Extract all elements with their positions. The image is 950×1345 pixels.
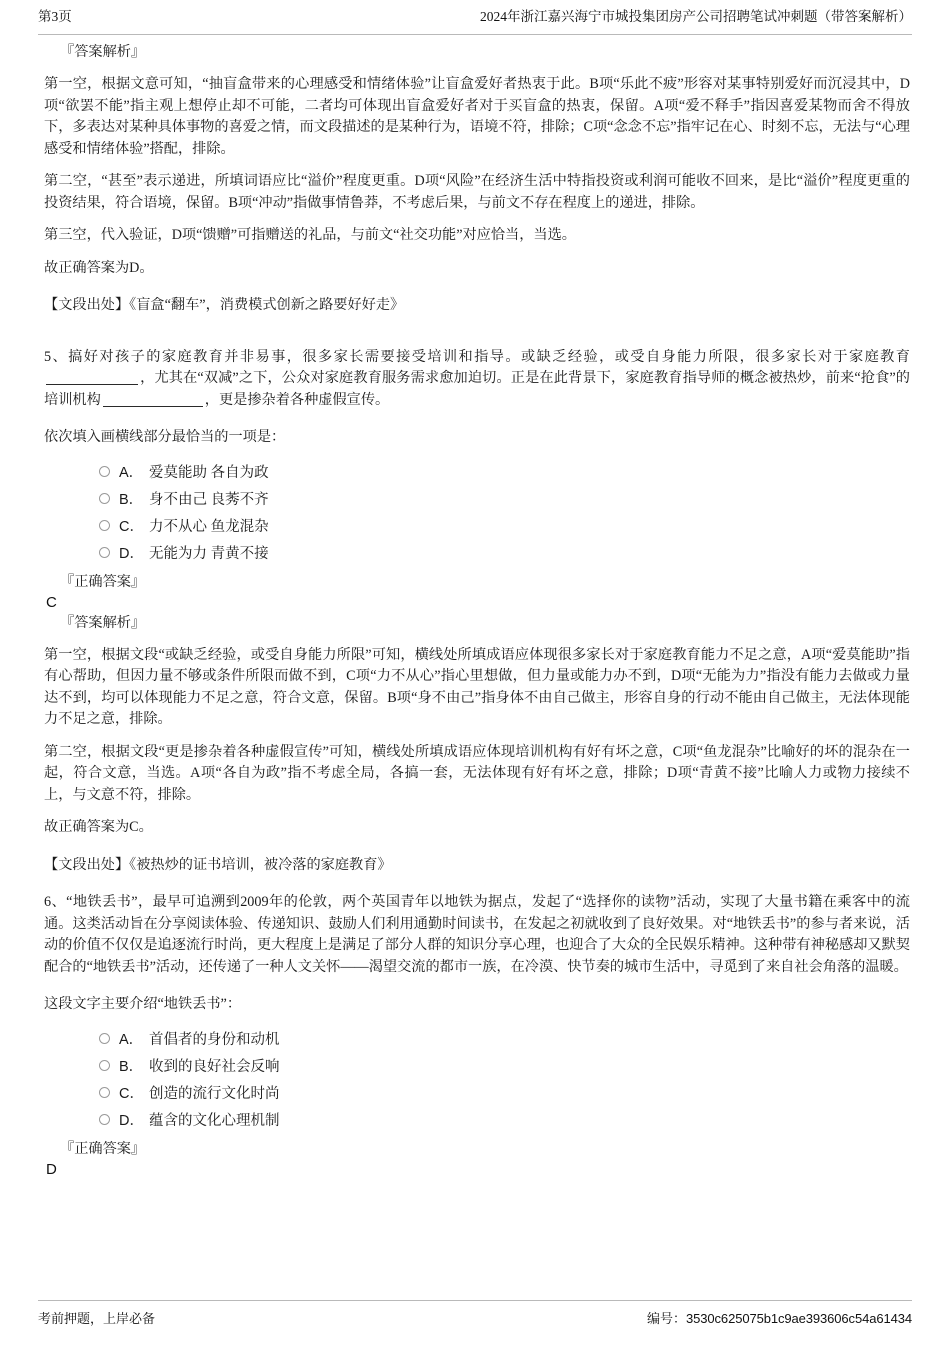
q6-option-a[interactable] xyxy=(44,1025,910,1052)
q6-option-b-text: 收到的良好社会反响 xyxy=(149,1058,280,1075)
q6-option-c-letter: C． xyxy=(119,1085,144,1102)
radio-button-icon[interactable] xyxy=(99,1087,110,1098)
radio-button-icon[interactable] xyxy=(99,520,110,531)
q5-option-b[interactable] xyxy=(44,485,910,512)
q6-option-a-text: 首倡者的身份和动机 xyxy=(149,1031,280,1048)
radio-button-icon[interactable] xyxy=(99,1060,110,1071)
source-label-q5: 【文段出处】 xyxy=(44,856,130,873)
q6-option-a-letter: A． xyxy=(119,1031,144,1048)
q5-analysis-paragraph-1: 第一空，根据文段“或缺乏经验，或受自身能力所限”可知，横线处所填成语应体现很多家长对于家庭教育能力不足之意，A项“爱莫能助”指有心帮助，但因力量不够或条件所限而做不到，C项“力不从心”指心里想做，但力量或能力办不到，D项“无能为力”指没有能力去做或力量达不到，均可以体现能力不足之意，符合文意，保留。B项“身不由己”指身体不由自己做主，形容自身的行动不能由自己做主，无法体现能力不足之意，排除。 xyxy=(44,646,910,727)
q5-option-d-text: 无能为力 青黄不接 xyxy=(149,545,269,562)
q6-option-c-text: 创造的流行文化时尚 xyxy=(149,1085,280,1102)
q5-analysis-paragraph-2: 第二空，根据文段“更是掺杂着各种虚假宣传”可知，横线处所填成语应体现培训机构有好有坏之意，C项“鱼龙混杂”比喻好的坏的混杂在一起，符合文意，当选。A项“各自为政”指不考虑全局，各搞一套，无法体现有好有坏之意，排除；D项“青黄不接”比喻人力或物力接续不上，与文意不符，排除。 xyxy=(44,743,910,803)
correct-answer-label-q6: 『正确答案』 xyxy=(60,1140,146,1157)
q5-correct-answer: C xyxy=(46,593,57,611)
q4-analysis-paragraph-2: 第二空，“甚至”表示递进，所填词语应比“溢价”程度更重。D项“风险”在经济生活中特指投资或利润可能收不回来，是比“溢价”程度更重的投资结果，符合语境，保留。B项“冲动”指做事情鲁莽，不考虑后果，与前文不存在程度上的递进，排除。 xyxy=(44,173,910,211)
q5-source-line xyxy=(44,855,910,877)
q6-correct-answer: D xyxy=(46,1160,57,1178)
q4-analysis-paragraph-1: 第一空，根据文意可知，“抽盲盒带来的心理感受和情绪体验”让盲盒爱好者热衷于此。B项“乐此不疲”形容对某事特别爱好而沉浸其中，D项“欲罢不能”指主观上想停止却不可能，二者均可体现出盲盒爱好者对于买盲盒的热衷，保留。A项“爱不释手”指因喜爱某物而舍不得放下，多表达对某种具体事物的喜爱之情，而文段描述的是某种行为，语境不符，排除；C项“念念不忘”指牢记在心、时刻不忘，无法与“心理感受和情绪体验”搭配，排除。 xyxy=(44,76,910,157)
q6-instruction: 这段文字主要介绍“地铁丢书”： xyxy=(44,996,242,1012)
radio-button-icon[interactable] xyxy=(99,547,110,558)
q5-option-c-text: 力不从心 鱼龙混杂 xyxy=(149,518,269,535)
analysis-label-q4: 『答案解析』 xyxy=(60,44,146,60)
question-5-stem xyxy=(44,347,910,412)
source-label-q4: 【文段出处】 xyxy=(44,297,130,313)
radio-button-icon[interactable] xyxy=(99,493,110,504)
radio-button-icon[interactable] xyxy=(99,1033,110,1044)
q6-option-d-text: 蕴含的文化心理机制 xyxy=(149,1112,280,1129)
q6-option-list xyxy=(44,1025,910,1133)
q5-option-d-letter: D． xyxy=(119,545,144,562)
q6-option-b[interactable] xyxy=(44,1052,910,1079)
serial-value: 3530c625075b1c9ae393606c54a61434 xyxy=(686,1311,912,1326)
footer-serial xyxy=(647,1310,912,1328)
q6-option-d-letter: D． xyxy=(119,1112,144,1129)
q5-source-text: 《被热炒的证书培训，被冷落的家庭教育》 xyxy=(129,856,392,873)
radio-button-icon[interactable] xyxy=(99,466,110,477)
q5-stem-part-3: ，更是掺杂着各种虚假宣传。 xyxy=(204,391,390,408)
q4-source-line xyxy=(44,295,910,317)
q5-option-b-text: 身不由己 良莠不齐 xyxy=(149,491,269,508)
q5-option-b-letter: B． xyxy=(119,491,144,508)
footer-slogan: 考前押题，上岸必备 xyxy=(38,1311,156,1326)
q6-option-d[interactable] xyxy=(44,1106,910,1133)
q6-option-b-letter: B． xyxy=(119,1058,144,1075)
q5-option-a[interactable] xyxy=(44,458,910,485)
correct-answer-label-q5: 『正确答案』 xyxy=(60,573,146,590)
q5-option-list xyxy=(44,458,910,566)
q5-option-d[interactable] xyxy=(44,539,910,566)
q5-stem-part-1: 5、搞好对孩子的家庭教育并非易事，很多家长需要接受培训和指导。或缺乏经验，或受自身能力所限，很多家长对于家庭教育 xyxy=(44,348,910,365)
radio-button-icon[interactable] xyxy=(99,1114,110,1125)
q4-analysis-paragraph-3: 第三空，代入验证，D项“馈赠”可指赠送的礼品，与前文“社交功能”对应恰当，当选。 xyxy=(44,227,576,243)
page-footer xyxy=(38,1300,912,1328)
q6-option-c[interactable] xyxy=(44,1079,910,1106)
q5-option-a-text: 爱莫能助 各自为政 xyxy=(149,464,269,481)
q5-blank-1 xyxy=(46,384,138,385)
page-content xyxy=(44,42,910,1180)
q5-option-a-letter: A． xyxy=(119,464,144,481)
q5-option-c-letter: C． xyxy=(119,518,144,535)
q5-conclusion: 故正确答案为C。 xyxy=(44,819,153,835)
question-6-stem: 6、“地铁丢书”，最早可追溯到2009年的伦敦，两个英国青年以地铁为据点，发起了“选择你的读物”活动，实现了大量书籍在乘客中的流通。这类活动旨在分享阅读体验、传递知识、鼓励人们利用通勤时间读书，在发起之初就收到了良好效果。对“地铁丢书”的参与者来说，活动的价值不仅仅是追逐流行时尚，更大程度上是满足了部分人群的知识分享心理，也迎合了大众的全民娱乐精神。这种带有神秘感却又默契配合的“地铁丢书”活动，还传递了一种人文关怀——渴望交流的都市一族，在冷漠、快节奏的城市生活中，寻觅到了来自社会角落的温暖。 xyxy=(44,894,910,975)
q4-source-text: 《盲盒“翻车”，消费模式创新之路要好好走》 xyxy=(129,297,405,313)
q5-stem-part-2: ，尤其在“双减”之下，公众对家庭教育服务需求愈加迫切。正是在此背景下，家庭教育指导师的概念被热炒，前来“抢食”的培训机构 xyxy=(44,370,910,408)
document-title: 2024年浙江嘉兴海宁市城投集团房产公司招聘笔试冲刺题（带答案解析） xyxy=(480,9,912,24)
q4-conclusion: 故正确答案为D。 xyxy=(44,259,154,276)
page-header xyxy=(38,8,912,35)
page-number-label: 第3页 xyxy=(38,9,72,24)
serial-label: 编号： xyxy=(647,1311,687,1326)
q5-instruction: 依次填入画横线部分最恰当的一项是： xyxy=(44,429,286,445)
q5-option-c[interactable] xyxy=(44,512,910,539)
analysis-label-q5: 『答案解析』 xyxy=(60,614,146,631)
q5-blank-2 xyxy=(103,406,203,407)
